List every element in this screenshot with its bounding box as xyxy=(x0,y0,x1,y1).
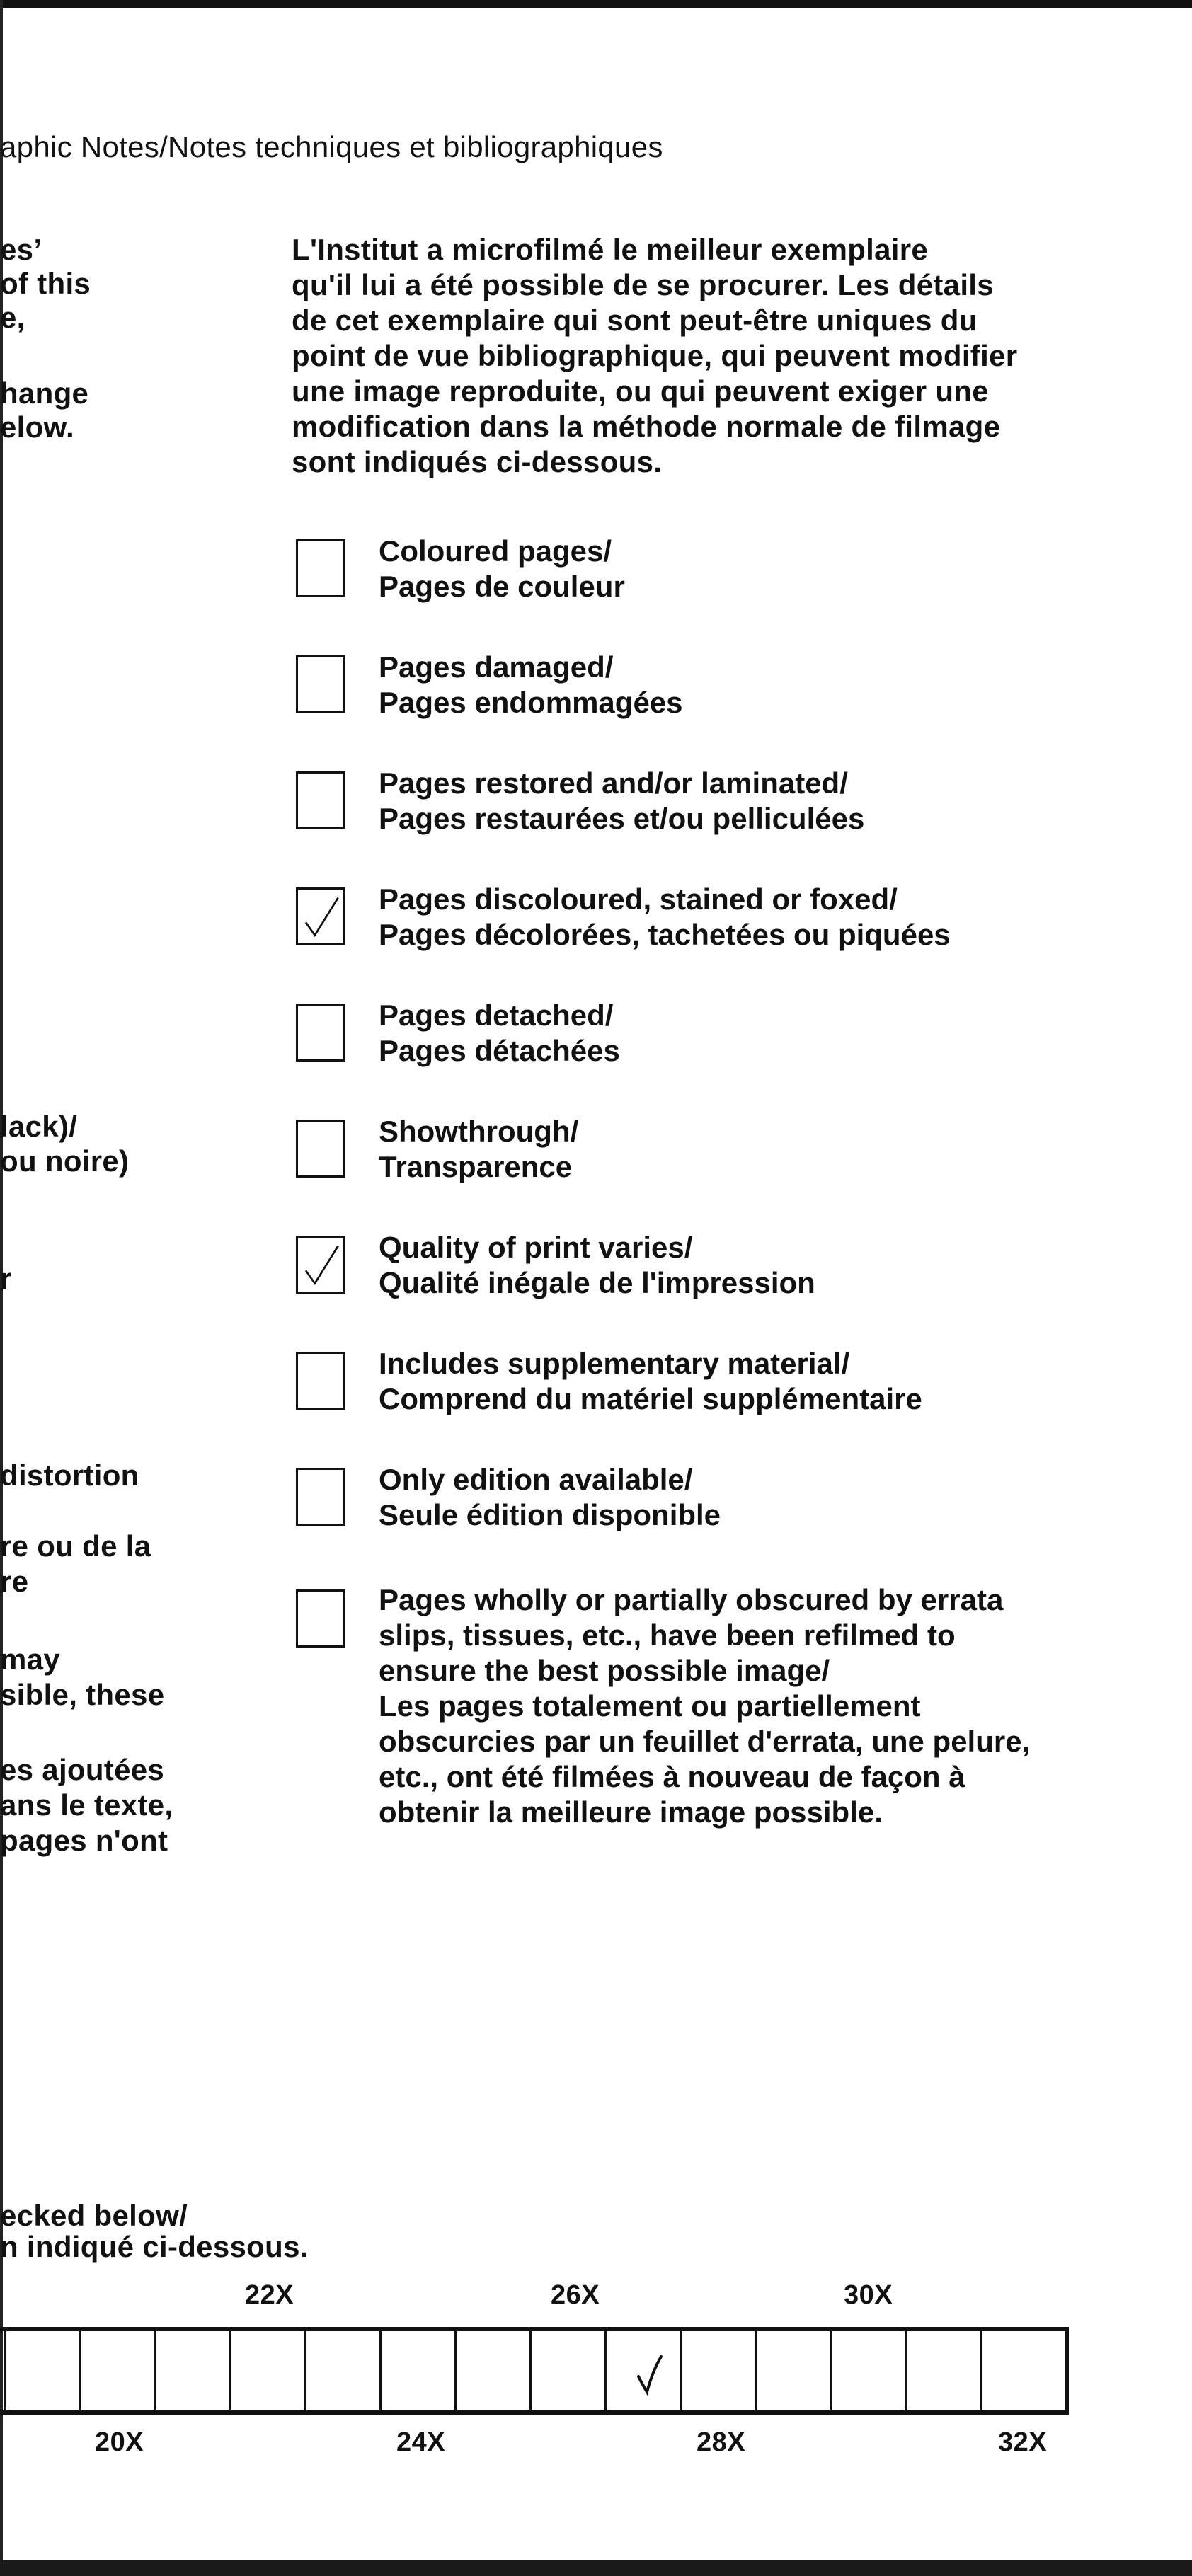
option-label-fr: Pages endommagées xyxy=(379,686,683,719)
ruler-label-22x: 22X xyxy=(245,2280,294,2310)
left-fragment: pages n'ont xyxy=(0,1824,168,1857)
left-fragment: lack)/ xyxy=(0,1110,78,1143)
errata-line: slips, tissues, etc., have been refilmed to xyxy=(379,1618,956,1652)
reduction-note-line: ecked below/ xyxy=(0,2199,188,2232)
intro-line: qu'il lui a été possible de se procurer. Les détails xyxy=(292,268,994,301)
option-label-fr: Pages de couleur xyxy=(379,570,625,603)
ruler-label-24x: 24X xyxy=(396,2427,446,2457)
option-checkbox-checked[interactable] xyxy=(296,887,345,945)
left-fragment: hange xyxy=(0,376,89,410)
errata-line: Les pages totalement ou partiellement xyxy=(379,1689,921,1723)
left-fragment: re xyxy=(0,1565,29,1598)
errata-line: Pages wholly or partially obscured by errata xyxy=(379,1583,1004,1616)
errata-line: ensure the best possible image/ xyxy=(379,1654,830,1687)
ruler-label-26x: 26X xyxy=(551,2280,600,2310)
option-label-en: Pages discoloured, stained or foxed/ xyxy=(379,882,898,916)
left-fragment: es ajoutées xyxy=(0,1753,165,1786)
intro-line: L'Institut a microfilmé le meilleur exemplaire xyxy=(292,233,929,266)
ruler-label-30x: 30X xyxy=(844,2280,893,2310)
intro-line: une image reproduite, ou qui peuvent exiger une xyxy=(292,374,989,408)
option-label-en: Pages detached/ xyxy=(379,999,614,1032)
option-label-en: Includes supplementary material/ xyxy=(379,1347,850,1380)
option-label-fr: Qualité inégale de l'impression xyxy=(379,1266,815,1299)
errata-line: obtenir la meilleure image possible. xyxy=(379,1795,883,1829)
option-checkbox[interactable] xyxy=(296,1352,345,1410)
option-label-fr: Transparence xyxy=(379,1150,573,1183)
option-label-fr: Seule édition disponible xyxy=(379,1498,721,1531)
errata-line: obscurcies par un feuillet d'errata, une pelure, xyxy=(379,1725,1031,1758)
option-checkbox-checked[interactable] xyxy=(296,1236,345,1294)
left-fragment: esʼ xyxy=(0,233,42,266)
reduction-ratio-ruler xyxy=(0,2327,1069,2415)
option-label-en: Pages damaged/ xyxy=(379,650,614,684)
intro-line: de cet exemplaire qui sont peut-être uniques du xyxy=(292,304,978,337)
ruler-label-28x: 28X xyxy=(697,2427,746,2457)
option-label-fr: Pages détachées xyxy=(379,1034,620,1067)
left-fragment: elow. xyxy=(0,410,74,444)
errata-line: etc., ont été filmées à nouveau de façon à xyxy=(379,1760,965,1793)
intro-line: modification dans la méthode normale de filmage xyxy=(292,410,1001,443)
ruler-cell-checked[interactable] xyxy=(629,2338,671,2406)
reduction-note-line: n indiqué ci-dessous. xyxy=(0,2230,309,2263)
ruler-label-20x: 20X xyxy=(95,2427,144,2457)
left-fragment: of this xyxy=(0,267,91,300)
ruler-label-32x: 32X xyxy=(998,2427,1048,2457)
check-mark-icon xyxy=(298,890,343,943)
bottom-scan-edge xyxy=(0,2560,1192,2576)
left-fragment: re ou de la xyxy=(0,1529,151,1563)
check-mark-icon xyxy=(629,2338,671,2406)
left-fragment: ou noire) xyxy=(0,1144,130,1178)
option-label-en: Pages restored and/or laminated/ xyxy=(379,766,848,800)
option-label-en: Coloured pages/ xyxy=(379,534,612,568)
option-checkbox[interactable] xyxy=(296,771,345,829)
top-scan-edge xyxy=(0,0,1192,8)
option-label-en: Quality of print varies/ xyxy=(379,1231,693,1264)
left-fragment: e, xyxy=(0,301,25,334)
option-label-fr: Comprend du matériel supplémentaire xyxy=(379,1382,922,1415)
option-checkbox[interactable] xyxy=(296,1120,345,1178)
option-checkbox[interactable] xyxy=(296,1004,345,1062)
option-label-fr: Pages restaurées et/ou pelliculées xyxy=(379,802,865,835)
option-checkbox[interactable] xyxy=(296,655,345,713)
option-checkbox[interactable] xyxy=(296,1468,345,1526)
intro-line: sont indiqués ci-dessous. xyxy=(292,445,663,478)
option-label-fr: Pages décolorées, tachetées ou piquées xyxy=(379,918,951,951)
option-checkbox[interactable] xyxy=(296,1589,345,1648)
option-checkbox[interactable] xyxy=(296,539,345,597)
left-fragment: r xyxy=(0,1262,12,1295)
option-label-en: Showthrough/ xyxy=(379,1115,579,1148)
option-label-en: Only edition available/ xyxy=(379,1463,693,1496)
left-fragment: sible, these xyxy=(0,1678,165,1711)
left-fragment: may xyxy=(0,1643,60,1676)
check-mark-icon xyxy=(298,1238,343,1292)
page-title: aphic Notes/Notes techniques et bibliographiques xyxy=(0,130,663,163)
intro-line: point de vue bibliographique, qui peuvent modifier xyxy=(292,339,1018,372)
left-fragment: ans le texte, xyxy=(0,1788,173,1822)
left-fragment: distortion xyxy=(0,1459,139,1492)
